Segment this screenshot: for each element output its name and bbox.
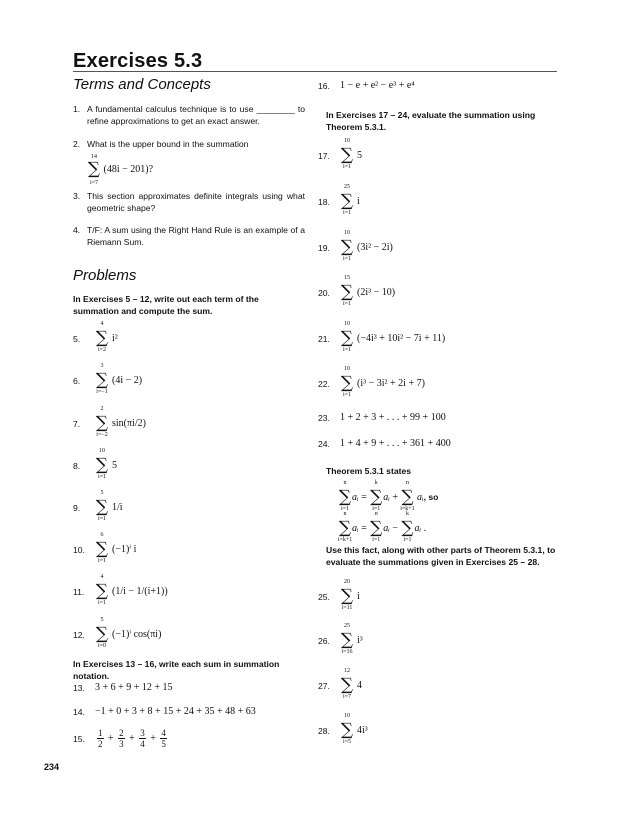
problem-15-expr: $\frac{1}{2}$ + $\frac{2}{3}$ + $\frac{3}{4}$ + $\frac{4}{5}$ (98, 728, 166, 749)
problems-heading: Problems (73, 267, 137, 284)
problem-18 (318, 184, 360, 216)
sigma-symbol: 10 ∑ i=1 (340, 366, 354, 398)
problem-20-num: 20. (318, 287, 330, 298)
instructions-25-28: Use this fact, along with other parts of Theorem 5.3.1, to evaluate the summations given in Exercises 25 – 28. (326, 545, 556, 567)
problem-13: 13. 3 + 6 + 9 + 12 + 15 (73, 682, 173, 693)
theorem-line-1: n ∑ i=1 aᵢ = k ∑ i=1 aᵢ + n ∑ i=k+1 aᵢ, so (338, 480, 439, 512)
problem-5-num: 5. (73, 333, 81, 344)
problem-7-num: 7. (73, 418, 81, 429)
sigma-symbol: 4 ∑ i=1 (95, 574, 109, 606)
sigma-symbol: 5 ∑ i=0 (95, 617, 109, 649)
sigma-symbol: 12 ∑ i=7 (340, 668, 354, 700)
problem-20 (318, 275, 396, 307)
problem-17 (318, 138, 362, 170)
problem-10 (73, 532, 137, 564)
term-1-text: A fundamental calculus technique is to use ________ to refine approximations to get an exact answer. (87, 104, 305, 126)
problem-12-expr: (−1)ⁱ cos(πi) (112, 628, 162, 640)
terms-heading: Terms and Concepts (73, 76, 211, 93)
problem-9-expr: 1/i (112, 501, 123, 513)
problem-15: 15. $\frac{1}{2}$ + $\frac{2}{3}$ + $\frac{3}{4}$ + $\frac{4}{5}$ (73, 728, 169, 749)
problem-18-expr: i (357, 195, 360, 207)
sigma-symbol: 10 ∑ i=1 (340, 321, 354, 353)
problem-17-expr: 5 (357, 149, 362, 161)
problem-5-expr: i² (112, 332, 118, 344)
problem-19 (318, 230, 393, 262)
sigma-symbol: 10 ∑ i=1 (95, 448, 109, 480)
problem-16: 16. 1 − e + e² − e³ + e⁴ (318, 80, 415, 91)
problem-9-num: 9. (73, 502, 81, 513)
problem-25-expr: i (357, 590, 360, 602)
problem-7-expr: sin(πi/2) (112, 417, 146, 429)
term-2 (73, 139, 305, 186)
problem-21-num: 21. (318, 333, 330, 344)
problem-11 (73, 574, 168, 606)
sigma-symbol: 10 ∑ i=1 (340, 138, 354, 170)
term-2-num: 2. (73, 139, 81, 149)
problem-12 (73, 617, 162, 649)
problem-5 (73, 321, 118, 353)
problem-22 (318, 366, 425, 398)
term-1-num: 1. (73, 104, 81, 114)
sigma-symbol: 2 ∑ i=−2 (95, 406, 109, 438)
problem-10-num: 10. (73, 544, 85, 555)
term-2-text: What is the upper bound in the summation (87, 139, 249, 149)
problem-11-expr: (1/i − 1/(i+1)) (112, 585, 168, 597)
problem-17-num: 17. (318, 150, 330, 161)
sigma-symbol: 5 ∑ i=1 (95, 490, 109, 522)
term-1 (73, 104, 305, 127)
problem-28-num: 28. (318, 725, 330, 736)
problem-27-expr: 4 (357, 679, 362, 691)
problem-14: 14. −1 + 0 + 3 + 8 + 15 + 24 + 35 + 48 + 63 (73, 706, 256, 717)
sigma-symbol: 15 ∑ i=1 (340, 275, 354, 307)
problem-28-expr: 4i³ (357, 724, 368, 736)
problem-20-expr: (2i³ − 10) (357, 286, 396, 298)
problem-22-num: 22. (318, 378, 330, 389)
term-2-expr: (48i − 201)? (103, 163, 154, 175)
problem-8-expr: 5 (112, 459, 117, 471)
sigma-symbol: 4 ∑ i=2 (95, 321, 109, 353)
sigma-symbol: 20 ∑ i=11 (340, 579, 354, 611)
problem-23: 23. 1 + 2 + 3 + . . . + 99 + 100 (318, 412, 446, 423)
instructions-13-16: In Exercises 13 – 16, write each sum in summation notation. (73, 659, 280, 681)
sigma-symbol: 10 ∑ i=5 (340, 713, 354, 745)
sigma-symbol: 25 ∑ i=16 (340, 623, 354, 655)
problem-26-expr: i³ (357, 634, 363, 646)
problem-8 (73, 448, 117, 480)
sigma-symbol: 6 ∑ i=1 (95, 532, 109, 564)
page-title: Exercises 5.3 (73, 50, 203, 72)
term-2-sum (87, 153, 305, 186)
problem-6 (73, 363, 143, 395)
term-4: 4. T/F: A sum using the Right Hand Rule is an example of a Riemann Sum. (73, 225, 305, 247)
problem-24: 24. 1 + 4 + 9 + . . . + 361 + 400 (318, 438, 451, 449)
theorem-states: Theorem 5.3.1 states (326, 466, 412, 476)
problem-10-expr: (−1)ⁱ i (112, 543, 137, 555)
problem-7 (73, 406, 146, 438)
problem-11-num: 11. (73, 586, 85, 597)
problem-8-num: 8. (73, 460, 81, 471)
problem-6-num: 6. (73, 375, 81, 386)
problem-19-expr: (3i² − 2i) (357, 241, 393, 253)
problem-26-num: 26. (318, 635, 330, 646)
sigma-symbol: 25 ∑ i=1 (340, 184, 354, 216)
sigma-symbol: 10 ∑ i=1 (340, 230, 354, 262)
instructions-5-12: In Exercises 5 – 12, write out each term of the summation and compute the sum. (73, 294, 259, 316)
problem-25 (318, 579, 360, 611)
problem-27 (318, 668, 362, 700)
problem-28 (318, 713, 368, 745)
problem-19-num: 19. (318, 242, 330, 253)
problem-21-expr: (−4i³ + 10i² − 7i + 11) (357, 332, 446, 344)
page-number: 234 (44, 762, 60, 772)
problem-12-num: 12. (73, 629, 85, 640)
problem-18-num: 18. (318, 196, 330, 207)
title-rule (73, 71, 557, 72)
problem-9 (73, 490, 123, 522)
problem-26 (318, 623, 363, 655)
sigma-symbol: 14 ∑ i=7 (87, 153, 101, 186)
term-3: 3. This section approximates definite integrals using what geometric shape? (73, 191, 305, 213)
problem-25-num: 25. (318, 591, 330, 602)
problem-22-expr: (i³ − 3i² + 2i + 7) (357, 377, 425, 389)
sigma-symbol: 3 ∑ i=−1 (95, 363, 109, 395)
theorem-line-2: n ∑ i=k+1 aᵢ = n ∑ i=1 aᵢ − k ∑ i=1 aᵢ . (337, 511, 427, 543)
problem-21 (318, 321, 446, 353)
problem-6-expr: (4i − 2) (112, 374, 143, 386)
problem-27-num: 27. (318, 680, 330, 691)
instructions-17-24: In Exercises 17 – 24, evaluate the summation using Theorem 5.3.1. (326, 110, 536, 132)
